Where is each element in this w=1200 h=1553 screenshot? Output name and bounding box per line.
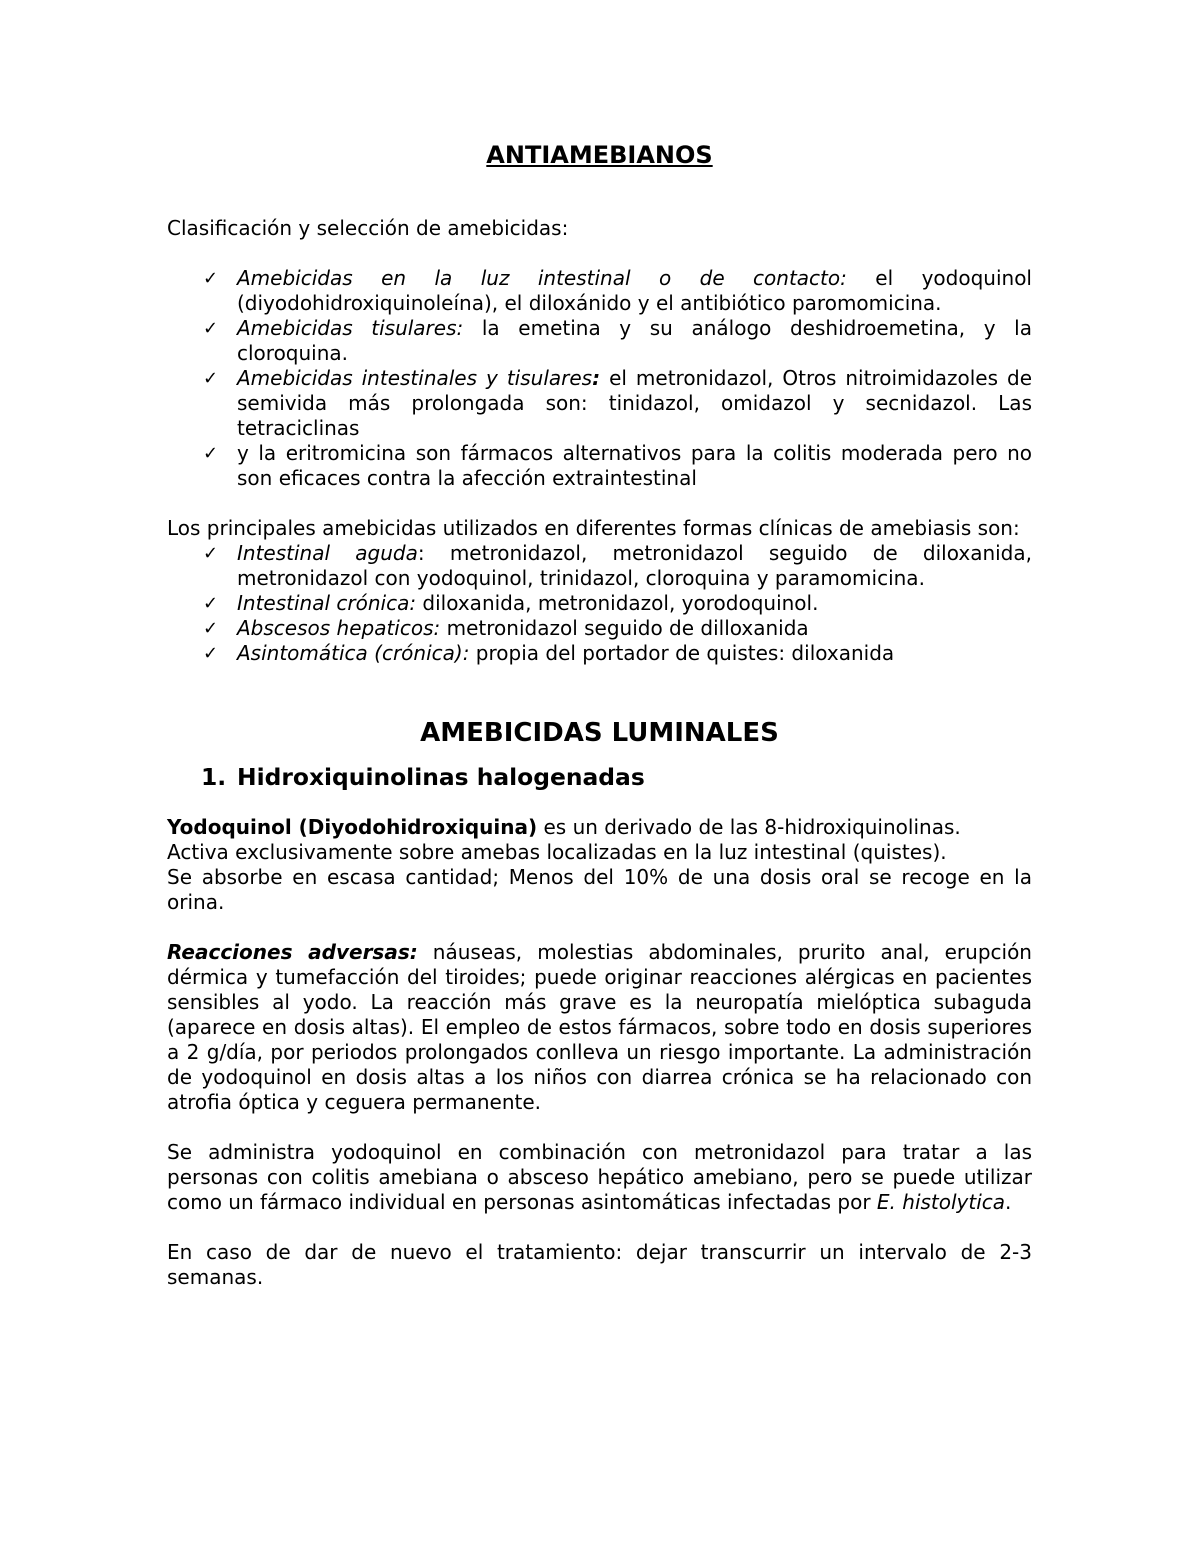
adverse-reactions-text: náuseas, molestias abdominales, prurito anal, erupción dérmica y tumefacción del tiroides; puede originar reacciones alérgicas en pacientes sensibles al yodo. La reacción más grave es la neuropatía mielóptica subaguda (aparece en dosis altas). El empleo de estos fármacos, sobre todo en dosis superiores a 2 g/día, por periodos prolongados conlleva un riesgo importante. La administración de yodoquinol en dosis altas a los niños con diarrea crónica se ha relacionado con atrofia óptica y ceguera permanente. — [167, 940, 1032, 1114]
item-text: el yodoquinol (diyodohidroxiquinoleína), el diloxánido y el antibiótico paromomicina. — [237, 266, 1032, 315]
classification-intro: Clasificación y selección de amebicidas: — [167, 216, 569, 240]
drug-name: Yodoquinol (Diyodohidroxiquina) — [167, 815, 538, 839]
list-item — [203, 641, 1032, 666]
item-text: y la eritromicina son fármacos alternativos para la colitis moderada pero no son eficaces contra la afección extraintestinal — [237, 441, 1032, 490]
check-icon: ✓ — [203, 643, 219, 664]
item-text: : metronidazol, metronidazol seguido de diloxanida, metronidazol con yodoquinol, trinidazol, cloroquina y paramomicina. — [237, 541, 1032, 590]
item-label: Amebicidas tisulares: — [237, 316, 464, 340]
item-label: Intestinal aguda — [237, 541, 418, 565]
item-label-colon: : — [592, 366, 601, 390]
check-icon: ✓ — [203, 443, 219, 464]
list-item — [203, 316, 1032, 366]
item-text: la emetina y su análogo deshidroemetina, y la cloroquina. — [237, 316, 1032, 365]
list-item — [203, 366, 1033, 441]
check-icon: ✓ — [203, 368, 219, 389]
adverse-reactions-paragraph — [167, 940, 1032, 1115]
list-item — [203, 541, 1032, 591]
check-icon: ✓ — [203, 268, 219, 289]
subsection-heading — [167, 765, 1032, 790]
drug-absorption: Se absorbe en escasa cantidad; Menos del 10% de una dosis oral se recoge en la orina. — [167, 865, 1032, 914]
drug-activity: Activa exclusivamente sobre amebas localizadas en la luz intestinal (quistes). — [167, 840, 947, 864]
principal-list — [167, 541, 1032, 666]
principal-intro: Los principales amebicidas utilizados en diferentes formas clínicas de amebiasis son: — [167, 516, 1020, 540]
list-item — [203, 591, 1032, 616]
check-icon: ✓ — [203, 543, 219, 564]
item-text: el metronidazol, Otros nitroimidazoles de semivida más prolongada son: tinidazol, omidazol y secnidazol. Las tetraciclinas — [237, 366, 1033, 440]
classification-list — [167, 266, 1032, 491]
repeat-treatment-paragraph: En caso de dar de nuevo el tratamiento: dejar transcurrir un intervalo de 2-3 semanas. — [167, 1240, 1032, 1289]
list-item — [203, 616, 1032, 641]
check-icon: ✓ — [203, 318, 219, 339]
drug-description: es un derivado de las 8-hidroxiquinolinas. — [537, 815, 961, 839]
check-icon: ✓ — [203, 618, 219, 639]
item-text: diloxanida, metronidazol, yorodoquinol. — [416, 591, 819, 615]
section-heading: AMEBICIDAS LUMINALES — [420, 718, 779, 748]
combination-text: Se administra yodoquinol en combinación con metronidazol para tratar a las personas con colitis amebiana o absceso hepático amebiano, pero se puede utilizar como un fármaco individual en personas asintomáticas infectadas por — [167, 1140, 1032, 1214]
item-label: Amebicidas en la luz intestinal o de contacto: — [237, 266, 847, 290]
item-text: metronidazol seguido de dilloxanida — [440, 616, 809, 640]
item-text: propia del portador de quistes: diloxanida — [469, 641, 895, 665]
organism-name: E. histolytica — [876, 1190, 1006, 1214]
item-label: Abscesos hepaticos: — [237, 616, 441, 640]
check-icon: ✓ — [203, 593, 219, 614]
subsection-title: Hidroxiquinolinas halogenadas — [237, 763, 645, 791]
page-title: ANTIAMEBIANOS — [486, 141, 713, 169]
item-label: Asintomática (crónica): — [237, 641, 470, 665]
list-item — [203, 441, 1032, 491]
item-label: Amebicidas intestinales y tisulares — [237, 366, 593, 390]
list-item — [203, 266, 1032, 316]
adverse-reactions-label: Reacciones adversas: — [167, 940, 418, 964]
item-label: Intestinal crónica: — [237, 591, 417, 615]
yodoquinol-paragraph — [167, 815, 1032, 915]
combination-paragraph — [167, 1140, 1032, 1215]
subsection-number: 1. — [201, 763, 227, 791]
combination-end: . — [1005, 1190, 1012, 1214]
